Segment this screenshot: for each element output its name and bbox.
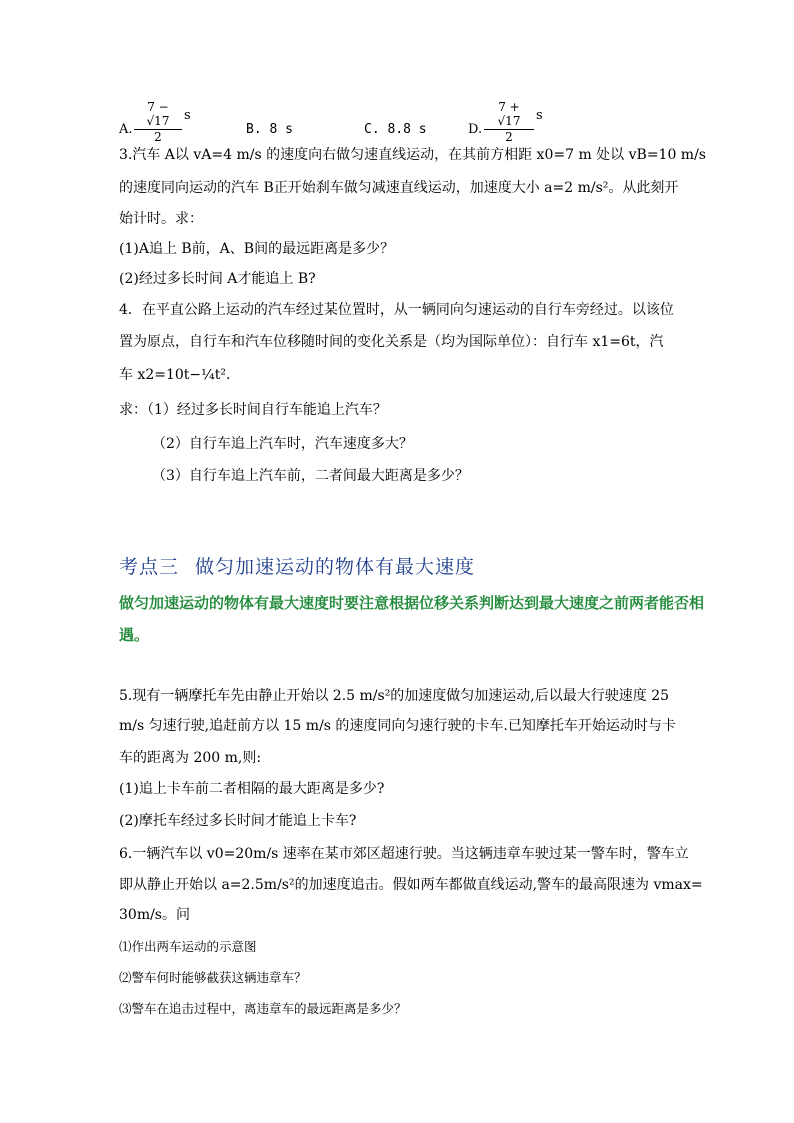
q4-line-1: 4．在平直公路上运动的汽车经过某位置时，从一辆同向匀速运动的自行车旁经过。以该位 (119, 302, 674, 318)
section-title (119, 552, 475, 579)
q5-line-2: m/s 匀速行驶,追赶前方以 15 m/s 的速度同向匀速行驶的卡车.已知摩托车开始运动时与卡 (119, 718, 676, 734)
q6-sub-3: ⑶警车在追击过程中，离违章车的最远距离是多少？ (119, 1001, 407, 1016)
option-a-numerator: 7 − √17 (134, 100, 182, 130)
q5-line-1: 5.现有一辆摩托车先由静止开始以 2.5 m/s²的加速度做匀加速运动,后以最大行驶速度 25 (119, 688, 670, 704)
q5-line-3: 车的距离为 200 m,则: (119, 750, 262, 766)
option-a-unit: s (184, 108, 191, 123)
q3-line-3: 始计时。求： (119, 211, 203, 227)
q4-ask: 求：（1）经过多长时间自行车能追上汽车？ (119, 402, 387, 418)
q6-line-1: 6.一辆汽车以 v0=20m/s 速率在某市郊区超速行驶。当这辆违章车驶过某一警车时，警车立 (119, 846, 689, 862)
q3-sub-1: (1)A追上 B前，A、B间的最远距离是多少？ (119, 241, 395, 257)
option-d-numerator: 7 + √17 (484, 100, 534, 130)
q6-sub-1: ⑴作出两车运动的示意图 (119, 939, 257, 954)
q3-sub-2: (2)经过多长时间 A才能追上 B? (119, 271, 316, 287)
q4-line-2: 置为原点，自行车和汽车位移随时间的变化关系是（均为国际单位）：自行车 x1=6t，汽 (119, 334, 664, 350)
option-d-denominator: 2 (505, 130, 513, 144)
option-b: B. 8 s (246, 122, 293, 137)
option-a-fraction (134, 100, 182, 145)
q6-line-3: 30m/s。问 (119, 907, 190, 923)
section-title-text: 做匀加速运动的物体有最大速度 (195, 556, 476, 578)
q5-sub-2: (2)摩托车经过多长时间才能追上卡车? (119, 813, 357, 829)
option-d-unit: s (536, 108, 543, 123)
option-a-label: A. (119, 122, 133, 137)
q6-sub-2: ⑵警车何时能够截获这辆违章车？ (119, 970, 307, 985)
q4-line-3: 车 x2=10t−¼t². (119, 367, 231, 383)
q3-line-1: 3.汽车 A以 vA=4 m/s 的速度向右做匀速直线运动，在其前方相距 x0=7 m 处以 vB=10 m/s (119, 147, 706, 163)
section-title-label: 考点三 (119, 556, 180, 578)
q4-sub-2: （2）自行车追上汽车时，汽车速度多大？ (152, 436, 413, 452)
section-note-line-2: 遇。 (119, 626, 150, 644)
section-note-line-1: 做匀加速运动的物体有最大速度时要注意根据位移关系判断达到最大速度之前两者能否相 (119, 594, 705, 612)
option-c: C. 8.8 s (364, 122, 427, 137)
q3-line-2: 的速度同向运动的汽车 B正开始刹车做匀减速直线运动，加速度大小 a=2 m/s²。从此刻开 (119, 180, 679, 196)
q5-sub-1: (1)追上卡车前二者相隔的最大距离是多少? (119, 781, 385, 797)
q4-sub-3: （3）自行车追上汽车前，二者间最大距离是多少？ (152, 468, 469, 484)
option-a-denominator: 2 (154, 130, 162, 144)
option-d-label: D. (468, 122, 483, 137)
option-d-fraction (484, 100, 534, 145)
q6-line-2: 即从静止开始以 a=2.5m/s²的加速度追击。假如两车都做直线运动,警车的最高限速为 vmax= (119, 877, 703, 893)
